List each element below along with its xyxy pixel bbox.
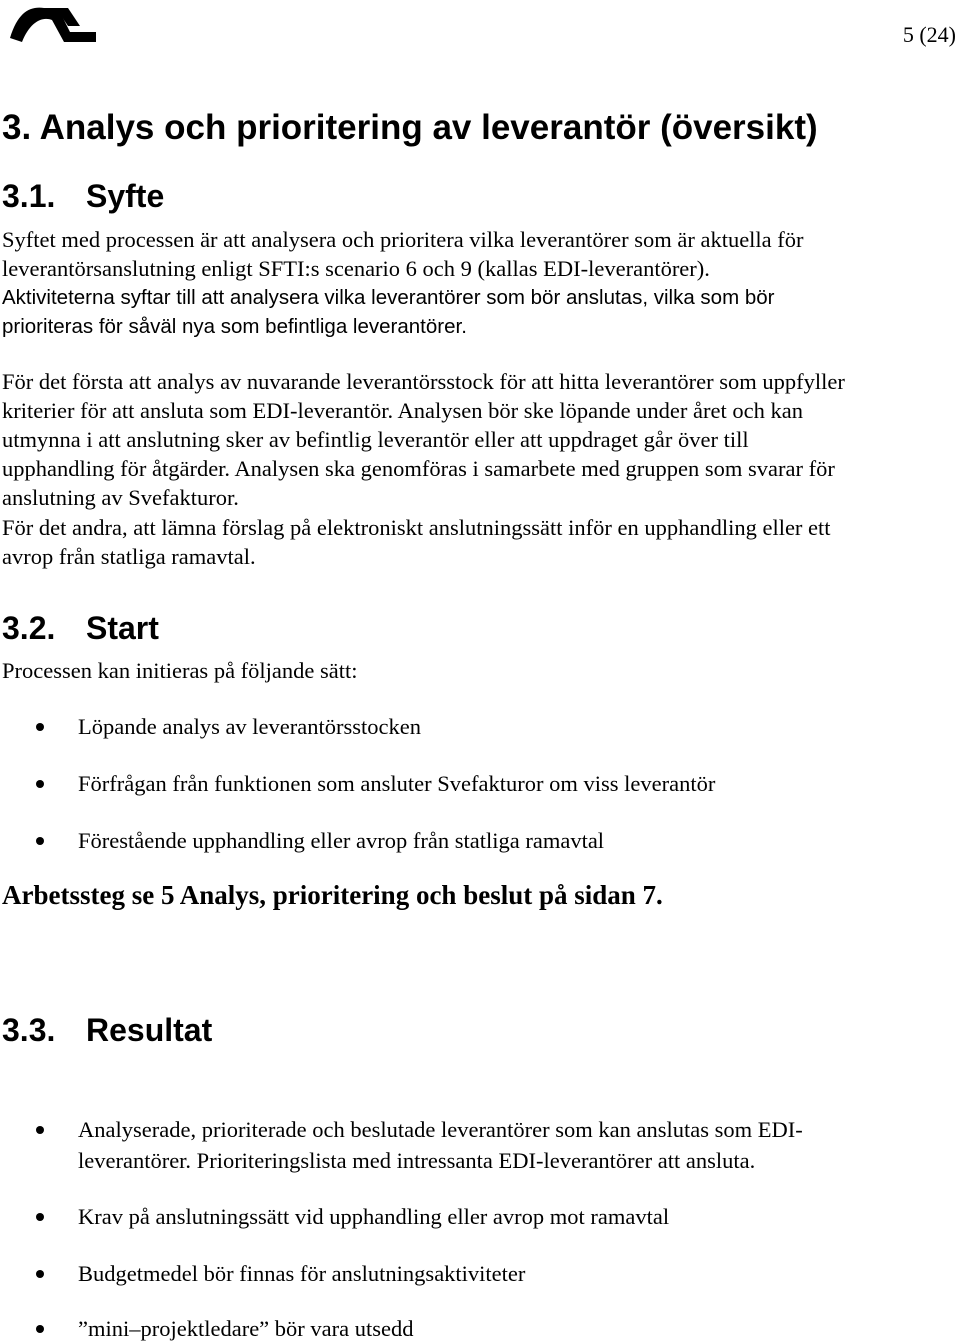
paragraph-line: För det första att analys av nuvarande leverantörsstock för att hitta leverantörer som uppfyller	[2, 369, 845, 394]
heading-syfte	[2, 178, 164, 215]
list-item-text: Krav på anslutningssätt vid upphandling eller avrop mot ramavtal	[78, 1204, 670, 1229]
heading-start	[2, 610, 159, 647]
heading-text: Resultat	[86, 1012, 213, 1048]
reference-note: Arbetssteg se 5 Analys, prioritering och beslut på sidan 7.	[2, 880, 663, 910]
paragraph-line: avrop från statliga ramavtal.	[2, 544, 256, 569]
company-logo	[8, 2, 98, 44]
list-item-text: Budgetmedel bör finnas för anslutningsaktiviteter	[78, 1261, 526, 1286]
heading-text: Syfte	[86, 178, 165, 214]
heading-number: 3.3.	[2, 1012, 56, 1048]
paragraph-line: Syftet med processen är att analysera och prioritera vilka leverantörer som är aktuella för	[2, 227, 804, 252]
page-number: 5 (24)	[902, 22, 956, 47]
list-item-text: Analyserade, prioriterade och beslutade leverantörer som kan anslutas som EDI-	[78, 1117, 803, 1142]
bullet-icon	[36, 837, 44, 845]
paragraph-line: kriterier för att ansluta som EDI-leverantör. Analysen bör ske löpande under året och kan	[2, 398, 803, 423]
paragraph-line: anslutning av Svefakturor.	[2, 485, 239, 510]
bullet-icon	[36, 1213, 44, 1221]
paragraph-line: utmynna i att anslutning sker av befintlig leverantör eller att uppdraget går över till	[2, 427, 749, 452]
list-item-text: Löpande analys av leverantörsstocken	[78, 714, 421, 739]
list-item-text: ”mini–projektledare” bör vara utsedd	[78, 1316, 414, 1341]
paragraph-line: Processen kan initieras på följande sätt:	[2, 658, 358, 683]
list-item-text: leverantörer. Prioriteringslista med intressanta EDI-leverantörer att ansluta.	[78, 1148, 756, 1173]
bullet-icon	[36, 1270, 44, 1278]
bullet-icon	[36, 723, 44, 731]
heading-resultat	[2, 1012, 212, 1049]
heading-text: Start	[86, 610, 159, 646]
list-item-text: Förestående upphandling eller avrop från statliga ramavtal	[78, 828, 605, 853]
list-item	[0, 1114, 920, 1176]
bullet-icon	[36, 780, 44, 788]
list-item-text: Förfrågan från funktionen som ansluter Svefakturor om viss leverantör	[78, 771, 716, 796]
section-title: 3. Analys och prioritering av leverantör (översikt)	[2, 108, 818, 147]
paragraph-line: leverantörsanslutning enligt SFTI:s scenario 6 och 9 (kallas EDI-leverantörer).	[2, 256, 710, 281]
heading-number: 3.1.	[2, 178, 56, 214]
paragraph-line: upphandling för åtgärder. Analysen ska genomföras i samarbete med gruppen som svarar för	[2, 456, 835, 481]
bullet-icon	[36, 1126, 44, 1134]
paragraph-line: prioriteras för såväl nya som befintliga leverantörer.	[2, 315, 467, 338]
heading-number: 3.2.	[2, 610, 56, 646]
paragraph-line: För det andra, att lämna förslag på elektroniskt anslutningssätt inför en upphandling eller ett	[2, 515, 831, 540]
paragraph-line: Aktiviteterna syftar till att analysera vilka leverantörer som bör anslutas, vilka som bör	[2, 286, 775, 309]
bullet-icon	[36, 1325, 44, 1333]
